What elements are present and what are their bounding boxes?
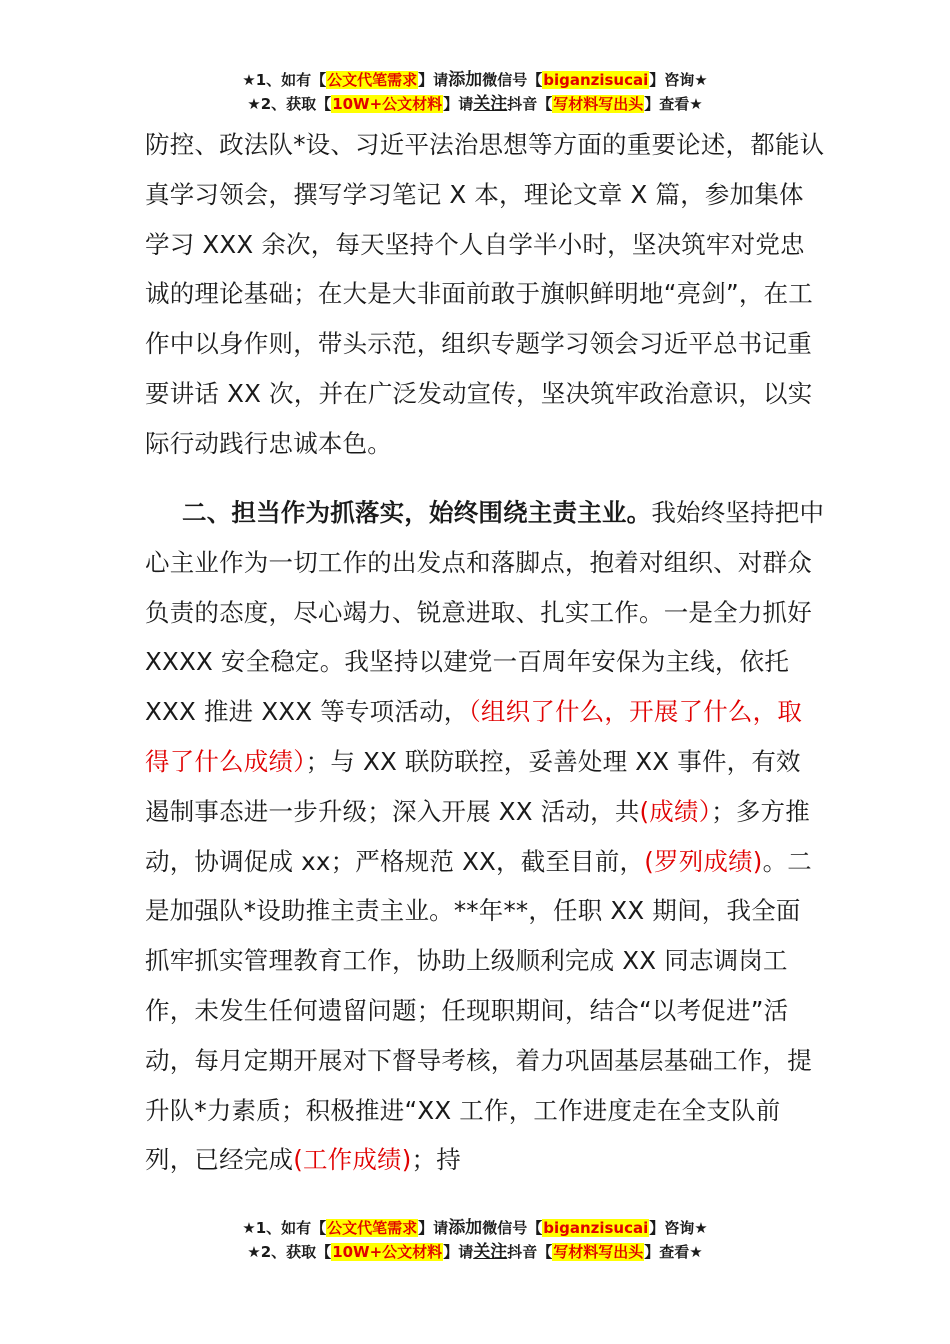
paragraph-text: ；与 XX 联防联控，妥善处理 XX 事件，有效遏制事态进一步升级；深入开展 XX 活动，共 [145, 746, 801, 826]
banner-text: 添加 [448, 1218, 483, 1238]
paragraph-text: ；多方推动，协调促成 xx；严格规范 XX，截至目前， [145, 796, 810, 876]
banner-text: 】请 [443, 1243, 474, 1261]
paragraph-text: 我始终坚持把中心主业作为一切工作的出发点和落脚点，抱着对组织、对群众负责的态度，尽心竭力、锐意进取、扎实工作。一是全力抓好 XXXX 安全稳定。我坚持以建党一百周年安保为主线，依托 XXX 推进 XXX 等专项活动， [145, 498, 825, 727]
paragraph-text: 。二是加强队*设助推主责主业。**年**，任职 XX 期间，我全面抓牢抓实管理教育工作，协助上级顺利完成 XX 同志调岗工作，未发生任何遗留问题；任现职期间，结合“以考促进”活动，每月定期开展对下督导考核，着力巩固基层基础工作，提升队*力素质；积极推进“XX 工作，工作进度走在全支队前列，已经完成 [145, 846, 812, 1175]
banner-line-1 [0, 68, 950, 92]
banner-text: 关注 [473, 94, 508, 114]
header-banner [0, 68, 950, 116]
banner-highlight-materials: 10W+公文材料 [332, 95, 443, 113]
banner-highlight-service: 公文代笔需求 [327, 1219, 418, 1237]
banner-highlight-douyin: 写材料写出头 [553, 1243, 644, 1261]
banner-text: ★1、如有【 [242, 71, 327, 89]
banner-highlight-wechat-id: biganzisucai [543, 1219, 649, 1237]
banner-text: 抖音【 [507, 1243, 553, 1261]
banner-text: 关注 [473, 1242, 508, 1262]
placeholder-note: (成绩） [639, 796, 712, 826]
banner-text: 微信号【 [482, 1219, 543, 1237]
body-paragraph-1: 防控、政法队*设、习近平法治思想等方面的重要论述，都能认真学习领会，撰写学习笔记 X 本，理论文章 X 篇，参加集体学习 XXX 余次，每天坚持个人自学半小时，坚决筑牢对党忠诚的理论基础；在大是大非面前敢于旗帜鲜明地“亮剑”，在工作中以身作则，带头示范，组织专题学习领会习近平总书记重要讲话 XX 次，并在广泛发动宣传，坚决筑牢政治意识，以实际行动践行忠诚本色。 [145, 130, 825, 458]
banner-text: 抖音【 [507, 95, 553, 113]
banner-text: 】咨询★ [649, 1219, 708, 1237]
banner-text: 】查看★ [644, 95, 703, 113]
banner-text: 微信号【 [482, 71, 543, 89]
banner-text: 添加 [448, 70, 483, 90]
banner-text: 】请 [443, 95, 474, 113]
banner-line-2 [0, 1240, 950, 1264]
banner-text: ★2、获取【 [247, 1243, 332, 1261]
banner-highlight-wechat-id: biganzisucai [543, 71, 649, 89]
banner-text: ★2、获取【 [247, 95, 332, 113]
footer-banner [0, 1216, 950, 1264]
banner-highlight-douyin: 写材料写出头 [553, 95, 644, 113]
banner-line-2 [0, 92, 950, 116]
banner-text: 】请 [418, 71, 449, 89]
banner-text: ★1、如有【 [242, 1219, 327, 1237]
section-heading: 二、担当作为抓落实，始终围绕主责主业。 [182, 498, 652, 527]
placeholder-note: (罗列成绩) [644, 846, 763, 876]
body-paragraph-2 [145, 488, 825, 1185]
banner-text: 】咨询★ [649, 71, 708, 89]
banner-text: 】查看★ [644, 1243, 703, 1261]
banner-highlight-materials: 10W+公文材料 [332, 1243, 443, 1261]
paragraph-text: ；持 [411, 1145, 461, 1175]
banner-text: 】请 [418, 1219, 449, 1237]
banner-line-1 [0, 1216, 950, 1240]
placeholder-note: （组织了什么，开展了什么，取得了什么成绩） [145, 697, 803, 776]
banner-highlight-service: 公文代笔需求 [327, 71, 418, 89]
placeholder-note: (工作成绩) [293, 1145, 412, 1175]
